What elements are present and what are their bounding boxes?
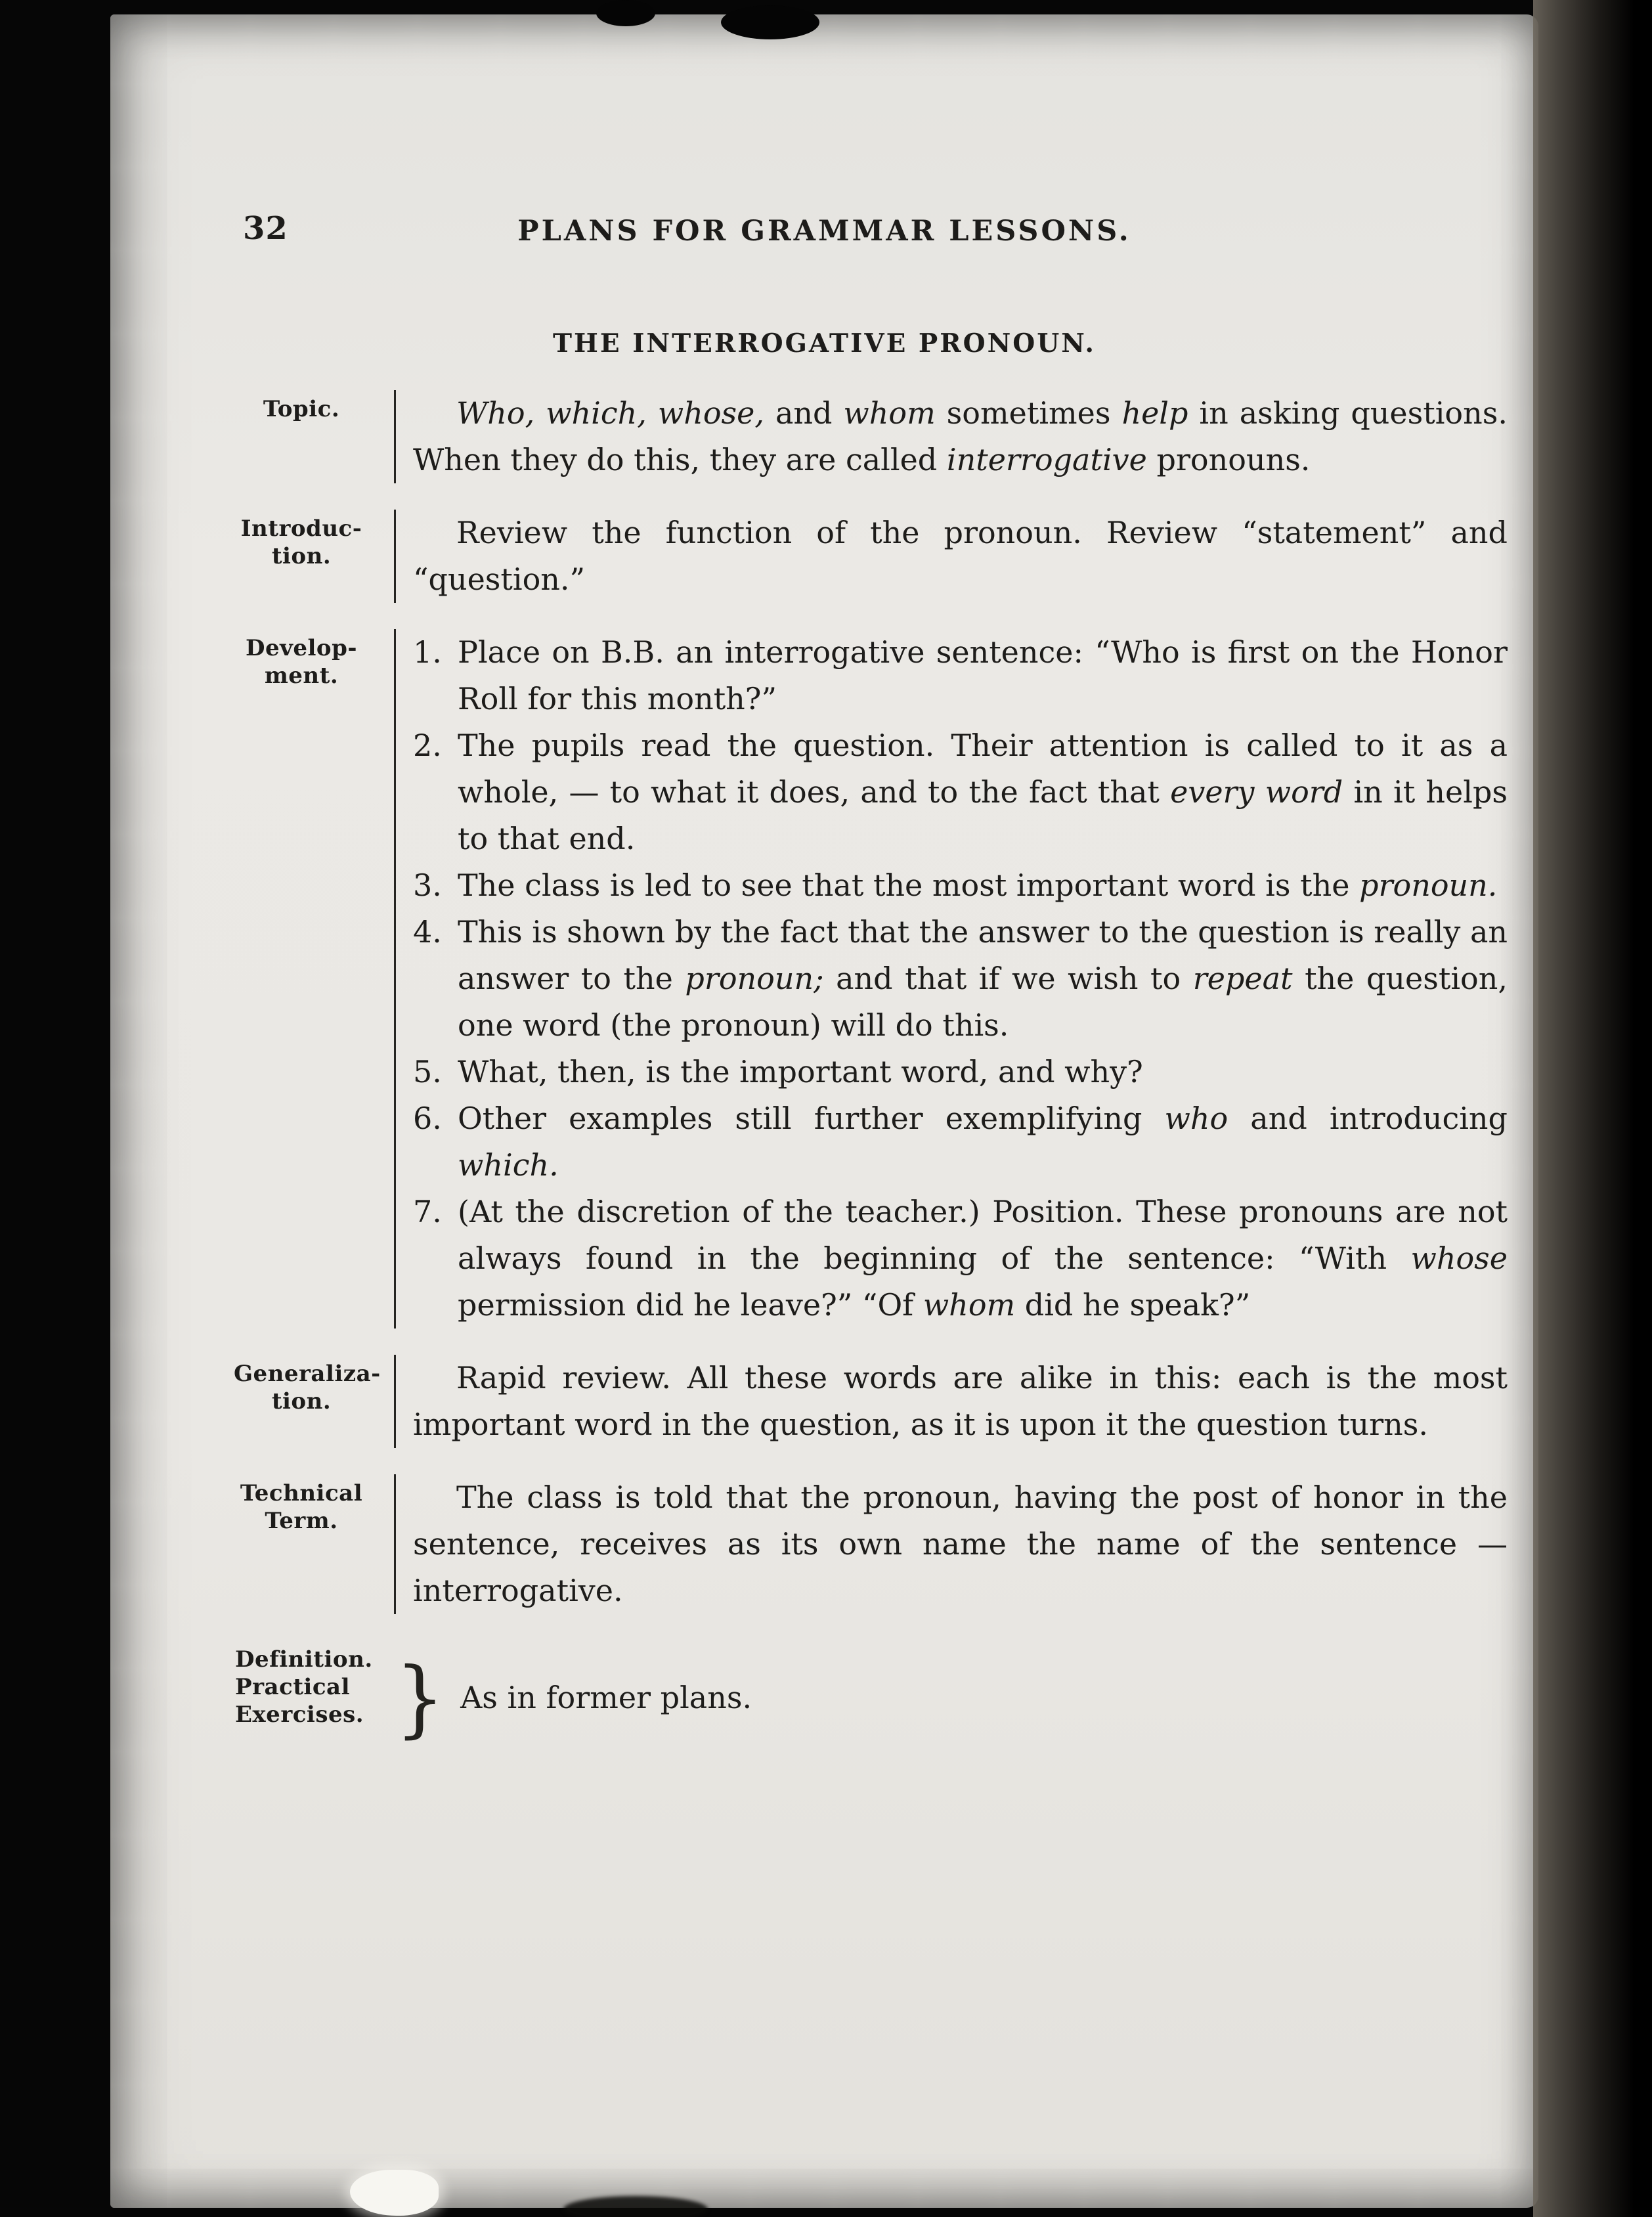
row-technical-term xyxy=(234,1474,1508,1614)
list-item xyxy=(413,1049,1508,1095)
item-text: What, then, is the important word, and why? xyxy=(458,1054,1143,1089)
item-number: 5. xyxy=(413,1054,442,1089)
margin-label-generalization xyxy=(234,1355,381,1448)
row-introduction xyxy=(234,510,1508,603)
row-topic xyxy=(234,390,1508,483)
list-item xyxy=(413,722,1508,862)
lesson-plan-content xyxy=(234,390,1508,1763)
item-number: 2. xyxy=(413,728,442,763)
scan-artifact-bottom-dark xyxy=(563,2196,708,2217)
margin-label-definition-exercises xyxy=(234,1640,373,1736)
item-number: 7. xyxy=(413,1194,442,1229)
topic-paragraph: Who, which, whose, and whom sometimes help in asking questions. When they do this, they are called interrogative pronouns. xyxy=(413,395,1508,477)
book-page xyxy=(110,14,1538,2208)
book-page-edge xyxy=(1533,0,1652,2217)
item-number: 4. xyxy=(413,914,442,950)
list-item xyxy=(413,862,1508,909)
list-item xyxy=(413,909,1508,1049)
generalization-paragraph: Rapid review. All these words are alike in this: each is the most important word in the question, as it is upon it the question turns. xyxy=(413,1360,1508,1442)
item-number: 1. xyxy=(413,634,442,670)
definition-text-block xyxy=(395,1648,1508,1747)
margin-label-line: Generaliza- xyxy=(234,1361,381,1387)
scan-artifact-top-2 xyxy=(596,0,655,26)
margin-label-line: Practical xyxy=(235,1674,350,1700)
item-number: 3. xyxy=(413,867,442,903)
definition-paragraph: As in former plans. xyxy=(460,1679,752,1715)
margin-label-line: Introduc- xyxy=(240,516,362,542)
margin-label-development xyxy=(234,629,369,1328)
item-text: Other examples still further exemplifying who and introducing which. xyxy=(458,1101,1508,1183)
generalization-text-block xyxy=(394,1355,1508,1448)
margin-label-introduction xyxy=(234,510,369,603)
list-item xyxy=(413,1095,1508,1189)
scan-artifact-bottom-white xyxy=(350,2170,439,2216)
row-generalization xyxy=(234,1355,1508,1448)
item-text: (At the discretion of the teacher.) Position. These pronouns are not always found in the beginning of the sentence: “With whose permission did he leave?” “Of whom did he speak?” xyxy=(458,1194,1508,1323)
list-item xyxy=(413,629,1508,722)
item-text: The class is led to see that the most important word is the pronoun. xyxy=(458,867,1498,903)
technical-term-text-block xyxy=(394,1474,1508,1614)
margin-label-line: Topic. xyxy=(263,396,340,422)
list-item xyxy=(413,1189,1508,1328)
margin-label-line: tion. xyxy=(271,543,332,569)
margin-label-line: Term. xyxy=(265,1508,338,1534)
introduction-paragraph: Review the function of the pronoun. Review “statement” and “question.” xyxy=(413,515,1508,597)
technical-term-paragraph: The class is told that the pronoun, having the post of honor in the sentence, receives as its own name the name of the sentence — interrogative. xyxy=(413,1480,1508,1608)
section-title: THE INTERROGATIVE PRONOUN. xyxy=(553,328,1096,359)
margin-label-technical-term xyxy=(234,1474,369,1614)
topic-text-block xyxy=(394,390,1508,483)
margin-label-line: Develop- xyxy=(246,635,357,661)
running-header: PLANS FOR GRAMMAR LESSONS. xyxy=(517,215,1131,248)
item-number: 6. xyxy=(413,1101,442,1136)
page-number: 32 xyxy=(243,210,288,247)
margin-label-line: Definition. xyxy=(235,1646,373,1673)
margin-label-line: ment. xyxy=(264,663,339,689)
item-text: The pupils read the question. Their attention is called to it as a whole, — to what it does, and to the fact that every word in it helps to that end. xyxy=(458,728,1508,856)
row-definition-exercises xyxy=(234,1640,1508,1747)
introduction-text-block xyxy=(394,510,1508,603)
item-text: This is shown by the fact that the answer to the question is really an answer to the pronoun; and that if we wish to repeat the question, one word (the pronoun) will do this. xyxy=(458,914,1508,1043)
row-development xyxy=(234,629,1508,1328)
item-text: Place on B.B. an interrogative sentence: “Who is first on the Honor Roll for this month?” xyxy=(458,634,1508,716)
curly-brace-glyph: } xyxy=(395,1648,445,1747)
margin-label-line: tion. xyxy=(271,1388,332,1415)
margin-label-line: Exercises. xyxy=(235,1701,364,1728)
development-list xyxy=(394,629,1508,1328)
margin-label-topic xyxy=(234,390,369,483)
scan-artifact-top xyxy=(721,5,819,39)
margin-label-line: Technical xyxy=(240,1480,363,1506)
